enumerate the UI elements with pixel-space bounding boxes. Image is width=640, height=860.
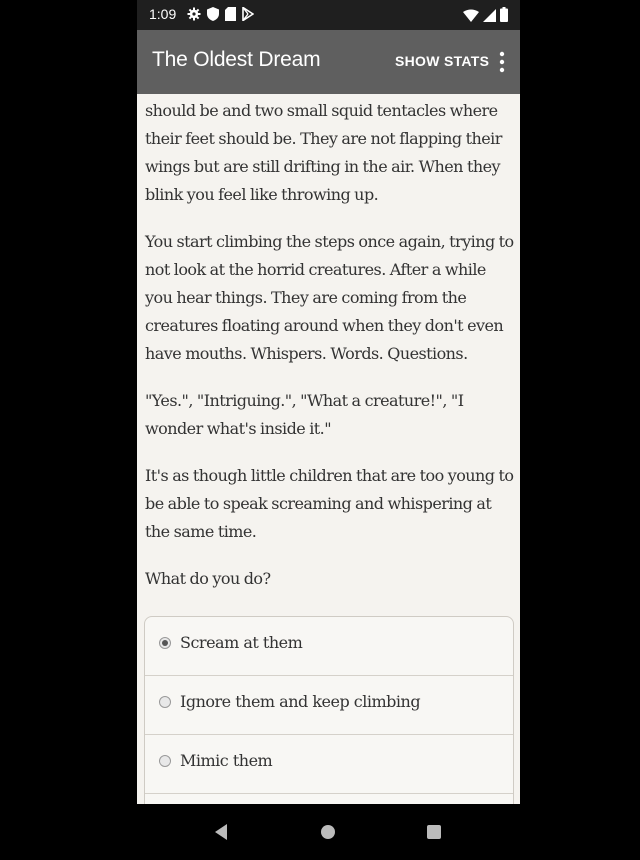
status-notification-icons — [187, 7, 254, 21]
phone-screen — [137, 0, 520, 860]
status-system-icons — [463, 7, 508, 22]
shield-icon — [207, 7, 219, 21]
status-time: 1:09 — [149, 6, 177, 22]
radio-selected-icon[interactable] — [159, 637, 171, 649]
choice-option-partial[interactable] — [145, 794, 513, 804]
story-text — [145, 97, 515, 612]
story-paragraph: should be and two small squid tentacles where their feet should be. They are not flapping their wings but are still drifting in the air. When they blink you feel like throwing up. — [145, 101, 502, 204]
signal-icon — [483, 9, 496, 22]
story-question: What do you do? — [145, 569, 271, 588]
wifi-icon — [463, 9, 479, 22]
app-title: The Oldest Dream — [152, 48, 321, 71]
show-stats-button[interactable]: SHOW STATS — [395, 53, 490, 69]
choice-option[interactable] — [145, 735, 513, 794]
story-paragraph: "Yes.", "Intriguing.", "What a creature!", "I wonder what's inside it." — [145, 391, 464, 438]
status-bar — [137, 0, 520, 30]
play-store-icon — [242, 7, 254, 21]
radio-unselected-icon[interactable] — [159, 755, 171, 767]
choice-option[interactable] — [145, 617, 513, 676]
recents-icon[interactable] — [427, 825, 441, 839]
app-bar — [137, 30, 520, 94]
sd-card-icon — [225, 7, 236, 21]
choice-label: Mimic them — [180, 751, 273, 770]
more-vert-icon[interactable] — [498, 50, 506, 74]
choice-label: Ignore them and keep climbing — [180, 692, 421, 711]
choice-label: Scream at them — [180, 633, 303, 652]
battery-icon — [500, 7, 508, 22]
story-content[interactable] — [137, 94, 520, 804]
story-paragraph: You start climbing the steps once again, trying to not look at the horrid creatures. After a while you hear things. They are coming from the creatures floating around when they don't even have mouths. Whispers. Words. Questions. — [145, 232, 514, 363]
story-paragraph: It's as though little children that are too young to be able to speak screaming and whispering at the same time. — [145, 466, 514, 541]
navigation-bar — [137, 804, 520, 860]
choice-option[interactable] — [145, 676, 513, 735]
radio-unselected-icon[interactable] — [159, 696, 171, 708]
back-icon[interactable] — [215, 824, 227, 840]
settings-icon — [187, 7, 201, 21]
choice-list — [144, 616, 514, 804]
home-icon[interactable] — [321, 825, 335, 839]
